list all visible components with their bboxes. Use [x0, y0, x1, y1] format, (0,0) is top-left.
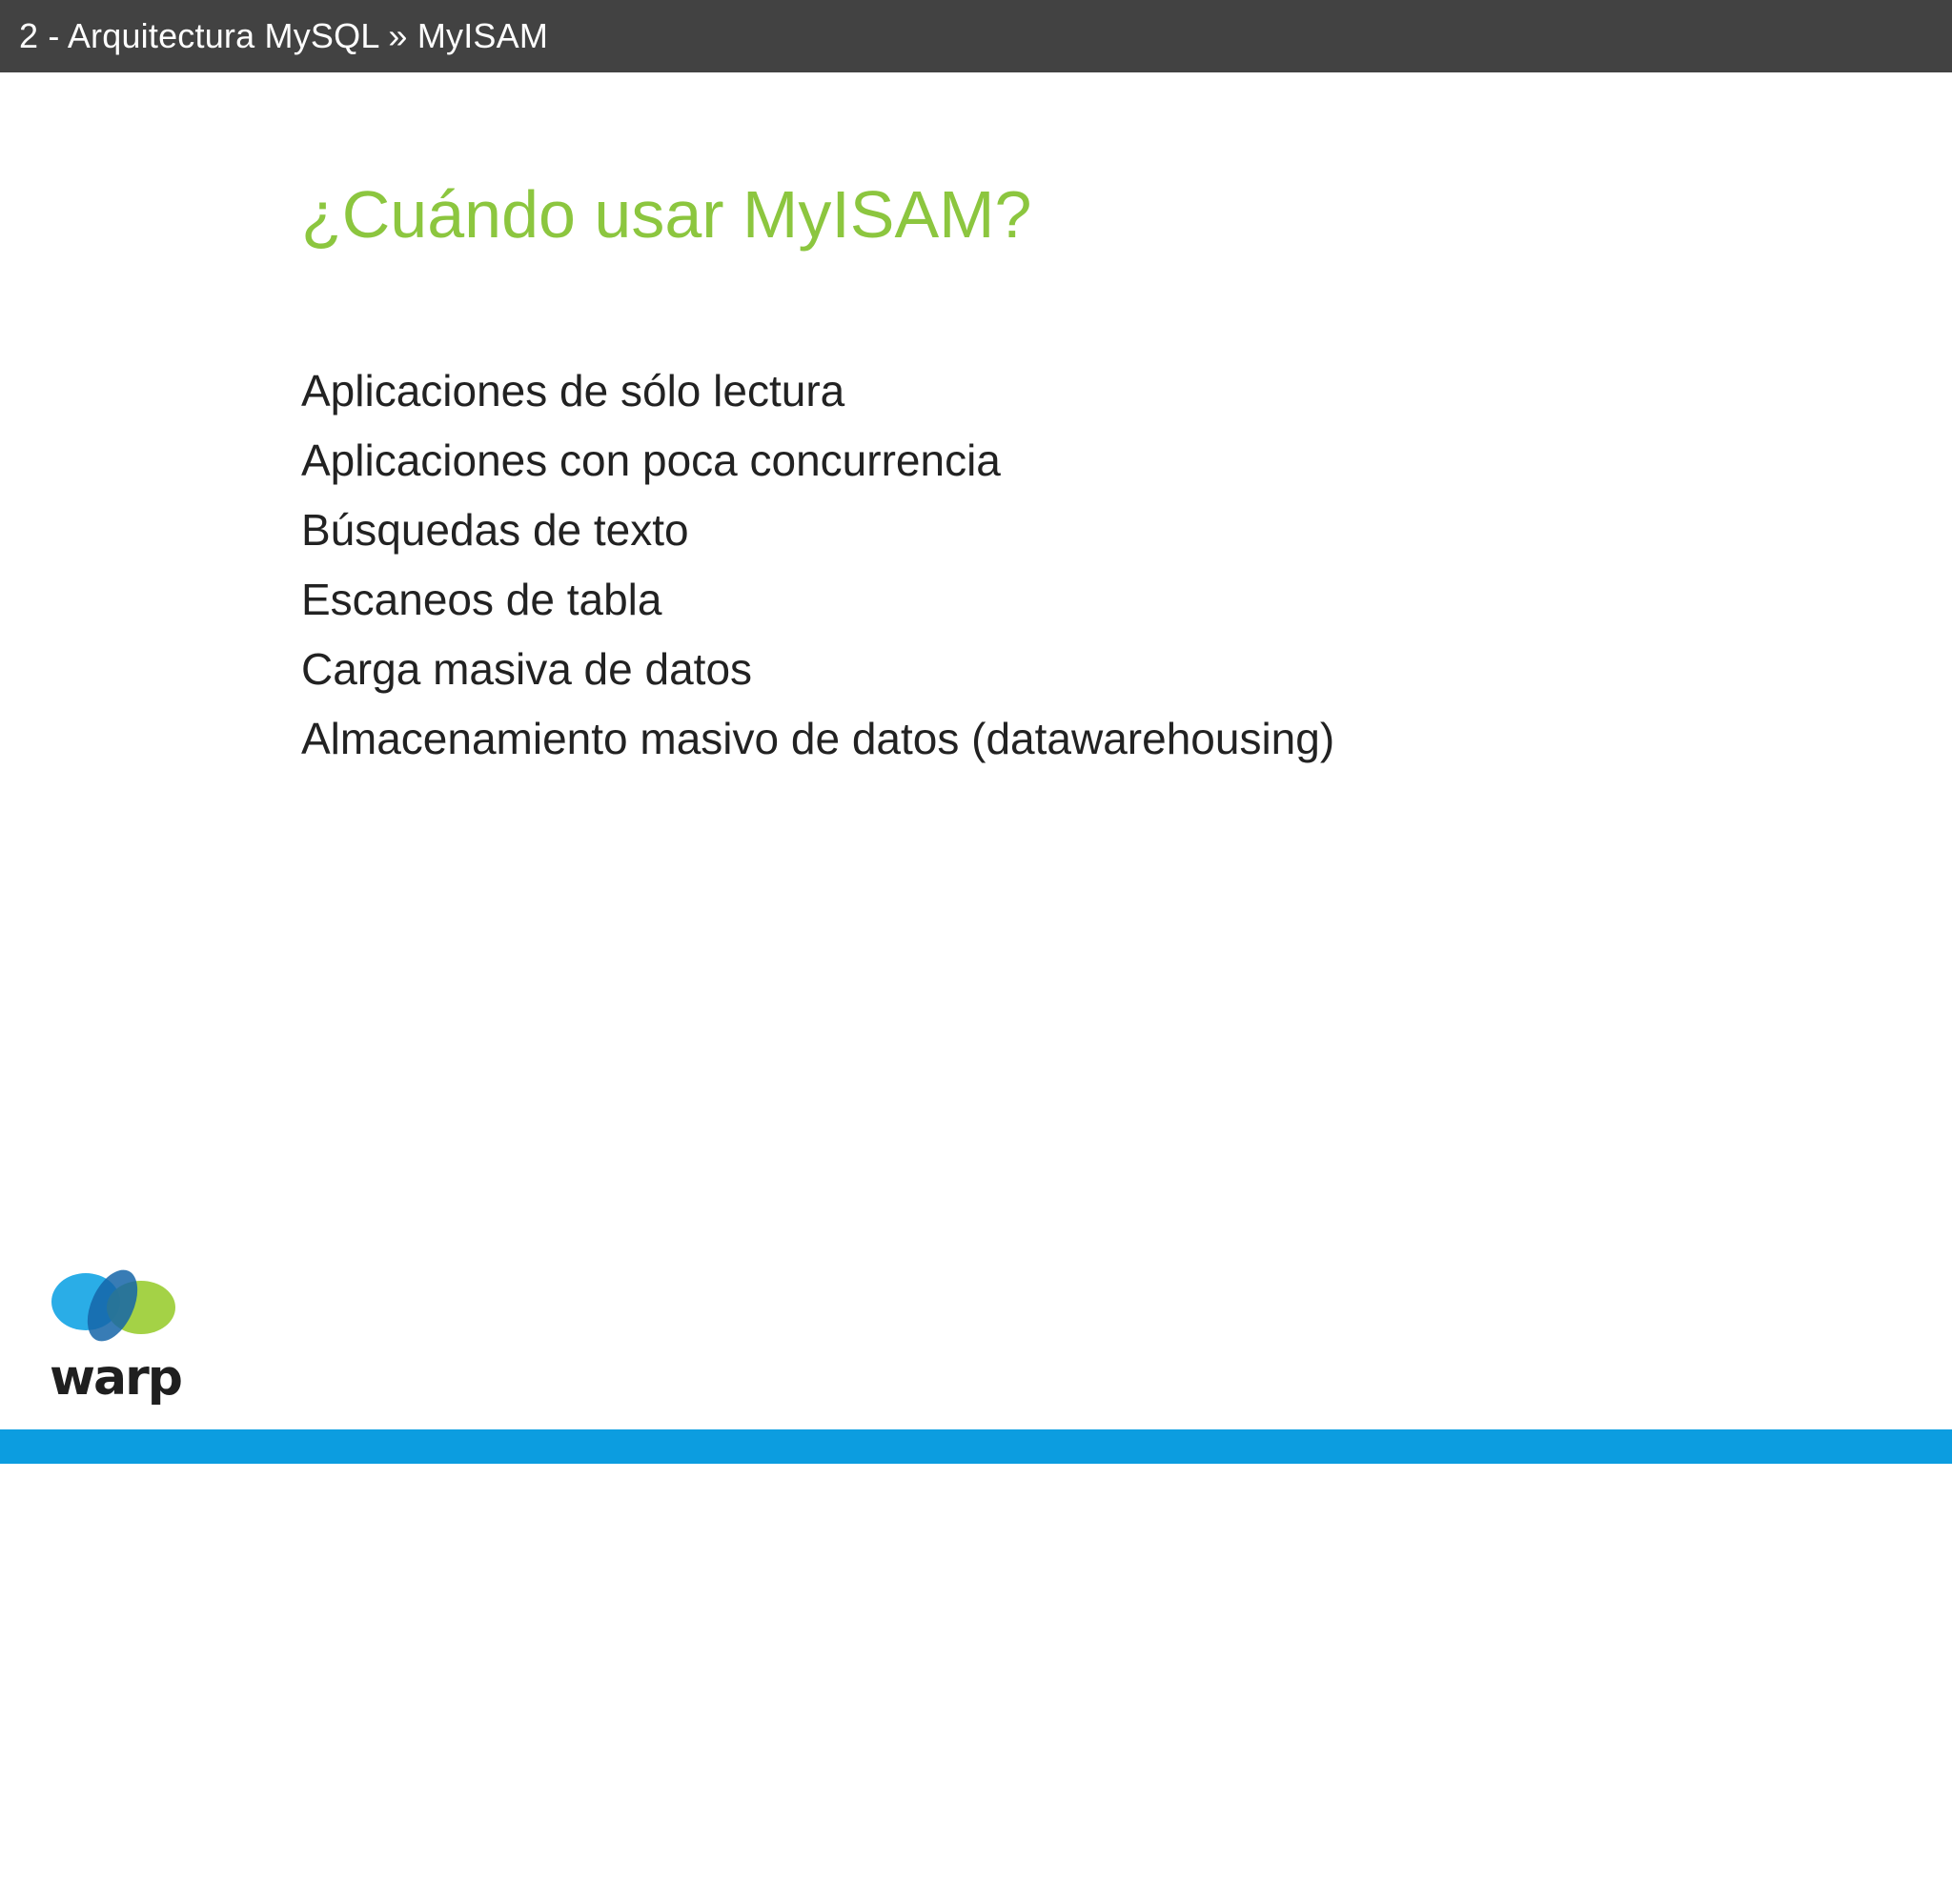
breadcrumb: 2 - Arquitectura MySQL » MyISAM — [19, 16, 549, 55]
header-bar — [0, 0, 1952, 72]
list-item: Escaneos de tabla — [301, 575, 662, 624]
logo-wordmark: warp — [50, 1349, 181, 1407]
list-item: Carga masiva de datos — [301, 644, 753, 694]
slide-title: ¿Cuándo usar MyISAM? — [301, 177, 1032, 252]
bullet-list — [301, 356, 1334, 774]
list-item: Búsquedas de texto — [301, 505, 689, 555]
warp-logo-icon — [46, 1260, 179, 1355]
footer-bar — [0, 1429, 1952, 1464]
list-item: Aplicaciones con poca concurrencia — [301, 435, 1001, 485]
warp-logo — [46, 1260, 179, 1412]
list-item: Aplicaciones de sólo lectura — [301, 366, 845, 415]
list-item: Almacenamiento masivo de datos (datawarehousing) — [301, 714, 1335, 763]
